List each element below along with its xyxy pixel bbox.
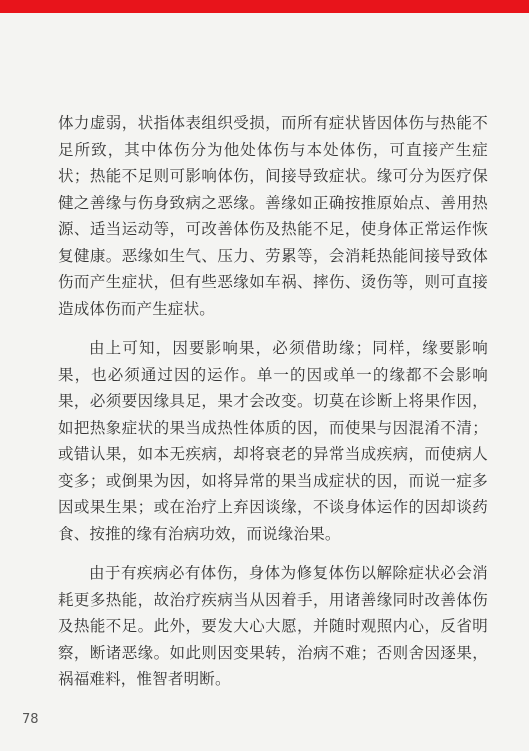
paragraph-2: 由上可知，因要影响果，必须借助缘；同样，缘要影响果，也必须通过因的运作。单一的因或单一的缘都不会影响果，必须要因缘具足，果才会改变。切莫在诊断上将果作因，如把热象症状的果当成热性体质的因，而使果与因混淆不清；或错认果，如本无疾病，却将衰老的异常当成疾病，而使病人变多；或倒果为因，如将异常的果当成症状的因，而说一症多因或果生果；或在治疗上弃因谈缘，不谈身体运作的因却谈药食、按推的缘有治病功效，而说缘治果。 bbox=[58, 339, 488, 543]
body-text bbox=[58, 110, 488, 706]
paragraph-1: 体力虚弱，状指体表组织受损，而所有症状皆因体伤与热能不足所致，其中体伤分为他处体伤与本处体伤，可直接产生症状；热能不足则可影响体伤，间接导致症状。缘可分为医疗保健之善缘与伤身致病之恶缘。善缘如正确按推原始点、善用热源、适当运动等，可改善体伤及热能不足，使身体正常运作恢复健康。恶缘如生气、压力、劳累等，会消耗热能间接导致体伤而产生症状，但有些恶缘如车祸、摔伤、烫伤等，则可直接造成体伤而产生症状。 bbox=[58, 114, 488, 318]
paragraph-3: 由于有疾病必有体伤，身体为修复体伤以解除症状必会消耗更多热能，故治疗疾病当从因着手，用诸善缘同时改善体伤及热能不足。此外，要发大心大愿，并随时观照内心，反省明察，断诸恶缘。如此则因变果转，治病不难；否则舍因逐果，祸福难料，惟智者明断。 bbox=[58, 564, 488, 688]
header-accent-bar bbox=[0, 0, 529, 13]
page-number: 78 bbox=[22, 712, 39, 727]
